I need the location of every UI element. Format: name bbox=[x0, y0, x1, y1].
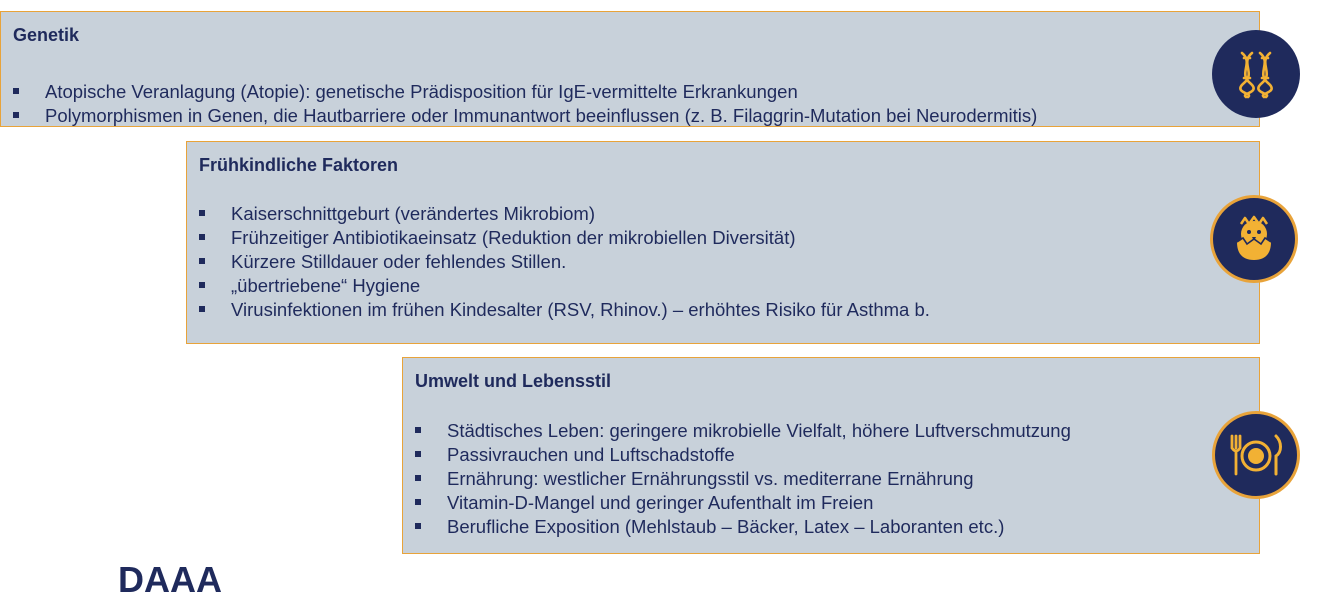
list-item-text: Kaiserschnittgeburt (verändertes Mikrobiom) bbox=[231, 203, 595, 224]
list-item-text: Ernährung: westlicher Ernährungsstil vs. mediterrane Ernährung bbox=[447, 468, 974, 489]
section-umwelt-und-lebensstil bbox=[402, 357, 1260, 554]
list-item-text: „übertriebene“ Hygiene bbox=[231, 275, 421, 296]
list-item bbox=[415, 467, 1071, 491]
list-item bbox=[199, 298, 930, 322]
dna-icon-graphic bbox=[1236, 49, 1276, 99]
section-title-fruehkindliche-faktoren: Frühkindliche Faktoren bbox=[199, 155, 399, 175]
list-item-text: Frühzeitiger Antibiotikaeinsatz (Reduktion der mikrobiellen Diversität) bbox=[231, 227, 796, 248]
list-item-text: Städtisches Leben: geringere mikrobielle Vielfalt, höhere Luftverschmutzung bbox=[447, 420, 1071, 441]
bullet-list-fruehkindliche-faktoren bbox=[199, 202, 930, 322]
bullet-icon bbox=[13, 88, 19, 94]
hatching-chick-icon bbox=[1210, 195, 1298, 283]
bullet-icon bbox=[13, 112, 19, 118]
bullet-icon bbox=[415, 523, 421, 529]
bullet-icon bbox=[415, 475, 421, 481]
bullet-icon bbox=[415, 427, 421, 433]
list-item-text: Virusinfektionen im frühen Kindesalter (RSV, Rhinov.) – erhöhtes Risiko für Asthma b. bbox=[231, 299, 930, 320]
list-item-text: Polymorphismen in Genen, die Hautbarriere oder Immunantwort beeinflussen (z. B. Filaggrin-Mutation bei Neurodermitis) bbox=[45, 105, 1038, 126]
list-item bbox=[199, 202, 930, 226]
bullet-list-genetik bbox=[13, 80, 1037, 128]
list-item bbox=[199, 274, 930, 298]
partial-footer-text: DAAA bbox=[118, 559, 222, 600]
list-item bbox=[415, 443, 1071, 467]
list-item bbox=[13, 104, 1037, 128]
bullet-icon bbox=[415, 499, 421, 505]
plate-cutlery-icon bbox=[1212, 411, 1300, 499]
section-title-genetik: Genetik bbox=[13, 25, 80, 45]
list-item bbox=[199, 250, 930, 274]
list-item-text: Atopische Veranlagung (Atopie): genetische Prädisposition für IgE-vermittelte Erkrankungen bbox=[45, 81, 798, 102]
bullet-icon bbox=[199, 282, 205, 288]
list-item-text: Passivrauchen und Luftschadstoffe bbox=[447, 444, 735, 465]
section-title-umwelt-und-lebensstil: Umwelt und Lebensstil bbox=[415, 371, 612, 391]
section-genetik bbox=[0, 11, 1260, 127]
bullet-icon bbox=[415, 451, 421, 457]
list-item bbox=[415, 491, 1071, 515]
list-item bbox=[199, 226, 930, 250]
list-item bbox=[415, 515, 1071, 539]
dna-icon bbox=[1212, 30, 1300, 118]
list-item-text: Vitamin-D-Mangel und geringer Aufenthalt im Freien bbox=[447, 492, 874, 513]
bullet-icon bbox=[199, 306, 205, 312]
list-item bbox=[13, 80, 1037, 104]
bullet-list-umwelt-und-lebensstil bbox=[415, 419, 1071, 539]
section-fruehkindliche-faktoren bbox=[186, 141, 1260, 344]
list-item-text: Kürzere Stilldauer oder fehlendes Stillen. bbox=[231, 251, 567, 272]
hatching-chick-icon-graphic bbox=[1227, 212, 1281, 266]
plate-cutlery-icon-graphic bbox=[1226, 430, 1286, 480]
bullet-icon bbox=[199, 210, 205, 216]
list-item bbox=[415, 419, 1071, 443]
list-item-text: Berufliche Exposition (Mehlstaub – Bäcker, Latex – Laboranten etc.) bbox=[447, 516, 1005, 537]
bullet-icon bbox=[199, 234, 205, 240]
bullet-icon bbox=[199, 258, 205, 264]
